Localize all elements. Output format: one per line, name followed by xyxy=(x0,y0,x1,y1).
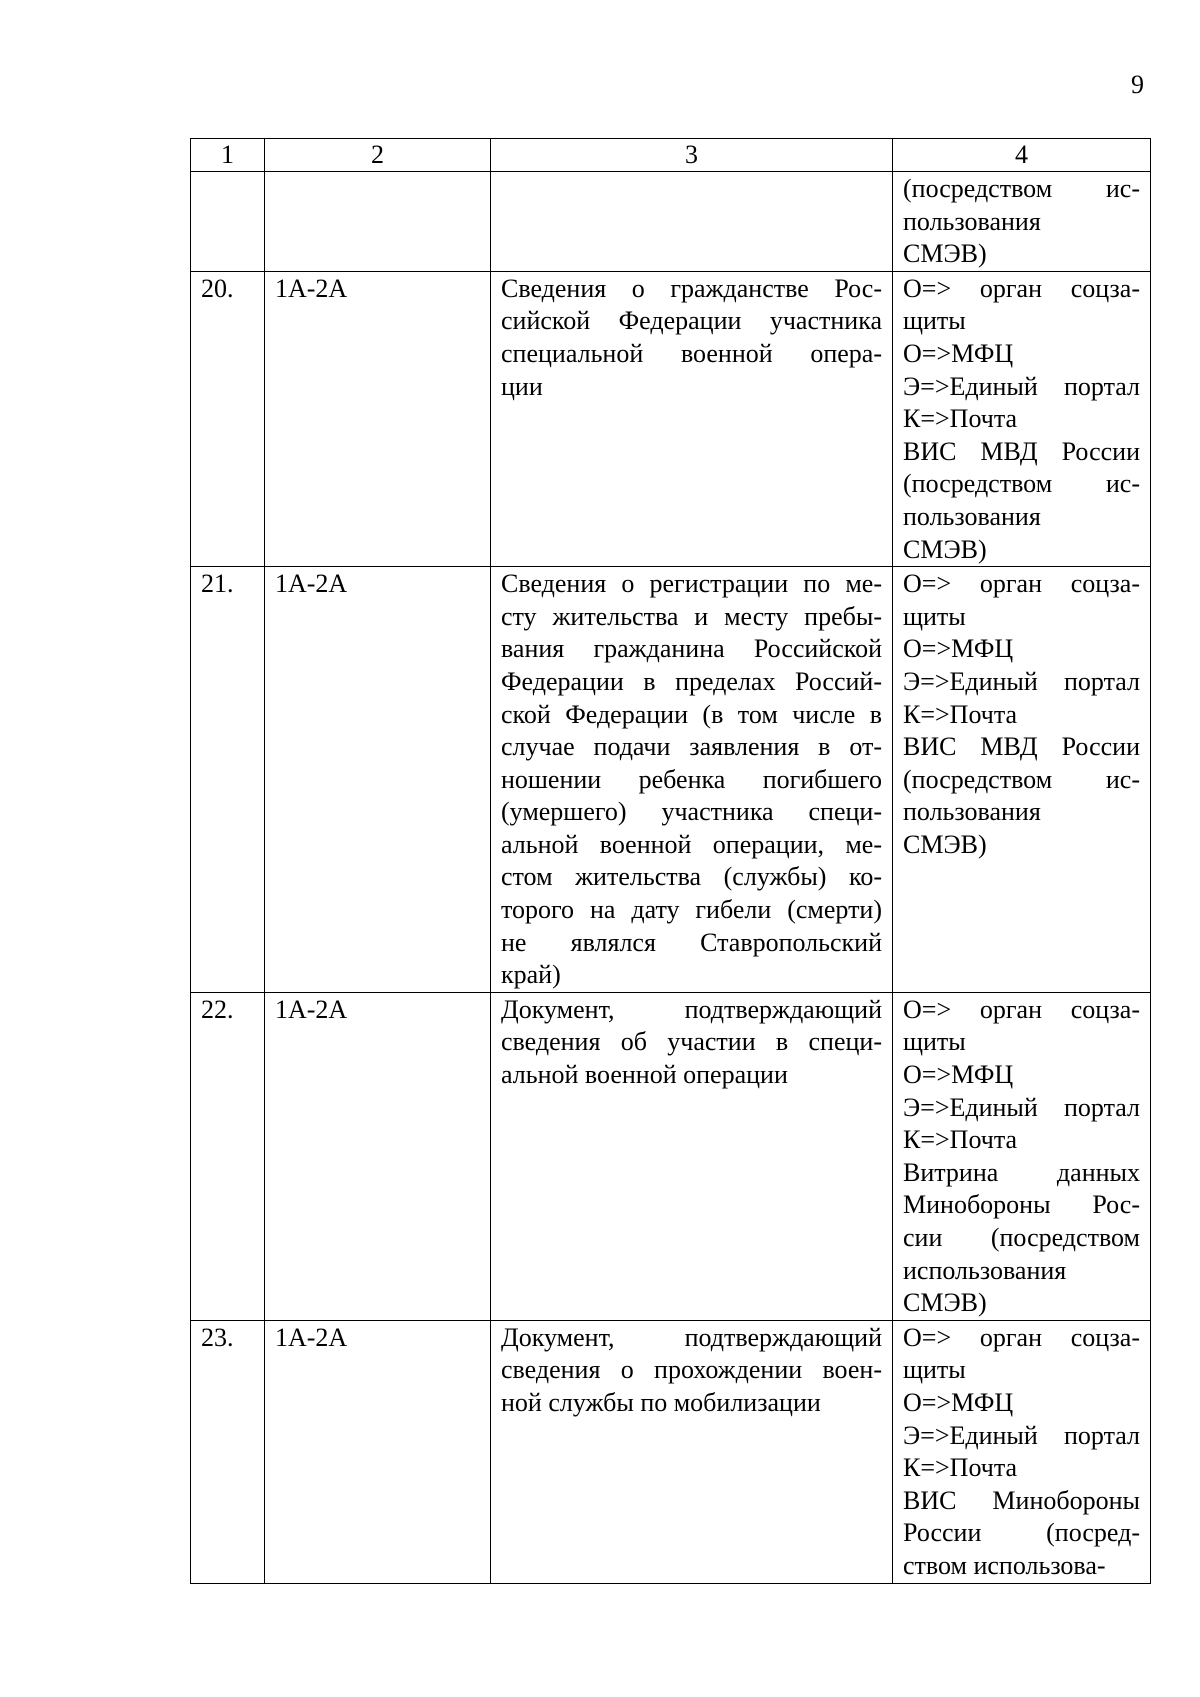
header-col-1: 1 xyxy=(191,139,265,172)
text-line: специальной военной опера- xyxy=(501,338,882,368)
text-line: ции xyxy=(501,371,543,401)
text-line: ВИС Минобороны xyxy=(903,1485,1140,1515)
submission-channels xyxy=(893,992,1151,1320)
cell-desc xyxy=(491,172,893,272)
text-line: щиты xyxy=(903,1355,966,1385)
text-line: сии (посредством xyxy=(903,1223,1140,1252)
text-line: не являлся Ставропольский xyxy=(501,927,882,957)
row-number: 22. xyxy=(191,992,265,1320)
text-line: К=>Почта xyxy=(903,1125,1018,1155)
text-line: альной военной операции, ме- xyxy=(501,829,882,859)
text-line: Документ, подтверждающий xyxy=(501,1322,882,1352)
document-description xyxy=(491,271,893,566)
text-line: Э=>Единый портал xyxy=(903,666,1140,696)
header-col-4: 4 xyxy=(893,139,1151,172)
text-line: ством использова- xyxy=(903,1550,1106,1580)
text-line: Федерации в пределах Россий- xyxy=(501,666,882,696)
text-line: ной службы по мобилизации xyxy=(501,1387,821,1417)
text-line: СМЭВ) xyxy=(903,829,987,859)
text-line: ВИС МВД России xyxy=(903,436,1140,466)
text-line: торого на дату гибели (смерти) xyxy=(501,895,882,925)
row-code: 1А-2А xyxy=(265,567,491,993)
text-line: Э=>Единый портал xyxy=(903,371,1140,401)
text-line: Минобороны Рос- xyxy=(903,1190,1140,1220)
text-line: СМЭВ) xyxy=(903,239,987,269)
document-description xyxy=(491,1320,893,1583)
text-line: случае подачи заявления в от- xyxy=(501,732,882,762)
text-line: К=>Почта xyxy=(903,1453,1018,1483)
submission-channels xyxy=(893,271,1151,566)
text-line: использования xyxy=(903,1255,1067,1285)
text-line: стом жительства (службы) ко- xyxy=(501,862,882,892)
header-col-2: 2 xyxy=(265,139,491,172)
text-line: щиты xyxy=(903,1027,966,1057)
text-line: Документ, подтверждающий xyxy=(501,994,882,1024)
cell-num xyxy=(191,172,265,272)
continuation-row xyxy=(191,172,1151,272)
documents-table xyxy=(190,138,1151,1584)
text-line: Витрина данных xyxy=(903,1157,1140,1187)
text-line: СМЭВ) xyxy=(903,534,987,564)
text-line: пользования xyxy=(903,501,1041,531)
text-line: (умершего) участника специ- xyxy=(501,797,882,827)
text-line: О=> орган соцза- xyxy=(903,994,1140,1024)
text-line: О=>МФЦ xyxy=(903,634,1014,664)
text-line: вания гражданина Российской xyxy=(501,634,882,664)
text-line: пользования xyxy=(903,206,1041,236)
text-line: О=> орган соцза- xyxy=(903,1322,1140,1352)
text-line: (посредством ис- xyxy=(903,469,1140,499)
text-line: О=>МФЦ xyxy=(903,338,1014,368)
header-col-3: 3 xyxy=(491,139,893,172)
document-description xyxy=(491,567,893,993)
text-line: щиты xyxy=(903,601,966,631)
text-line: сийской Федерации участника xyxy=(501,306,882,336)
text-line: ношении ребенка погибшего xyxy=(501,764,882,794)
row-code: 1А-2А xyxy=(265,992,491,1320)
submission-channels xyxy=(893,1320,1151,1583)
text-line: К=>Почта xyxy=(903,699,1018,729)
table-row xyxy=(191,992,1151,1320)
text-line: щиты xyxy=(903,306,966,336)
text-line: альной военной операции xyxy=(501,1060,788,1090)
text-line: Э=>Единый портал xyxy=(903,1420,1140,1450)
table-row xyxy=(191,1320,1151,1583)
text-line: О=>МФЦ xyxy=(903,1387,1014,1417)
row-code: 1А-2А xyxy=(265,1320,491,1583)
text-line: ской Федерации (в том числе в xyxy=(501,699,882,729)
row-number: 20. xyxy=(191,271,265,566)
cell-channels xyxy=(893,172,1151,272)
table-row xyxy=(191,567,1151,993)
row-number: 23. xyxy=(191,1320,265,1583)
page-number: 9 xyxy=(1131,70,1144,99)
header-row xyxy=(191,139,1151,172)
text-line: О=> орган соцза- xyxy=(903,569,1140,599)
text-line: (посредством ис- xyxy=(903,764,1140,794)
text-line: Сведения о регистрации по ме- xyxy=(501,569,882,599)
document-description xyxy=(491,992,893,1320)
text-line: СМЭВ) xyxy=(903,1288,987,1318)
text-line: К=>Почта xyxy=(903,404,1018,434)
text-line: сведения об участии в специ- xyxy=(501,1027,882,1057)
text-line: Сведения о гражданстве Рос- xyxy=(501,273,882,303)
cell-code xyxy=(265,172,491,272)
text-line: О=> орган соцза- xyxy=(903,273,1140,303)
text-line: Э=>Единый портал xyxy=(903,1092,1140,1122)
text-line: сведения о прохождении воен- xyxy=(501,1355,882,1385)
text-line: (посредством ис- xyxy=(903,174,1140,203)
table-body xyxy=(191,172,1151,1584)
row-number: 21. xyxy=(191,567,265,993)
text-line: ВИС МВД России xyxy=(903,732,1140,762)
table-header xyxy=(191,139,1151,172)
text-line: России (посред- xyxy=(903,1518,1140,1548)
table-row xyxy=(191,271,1151,566)
text-line: О=>МФЦ xyxy=(903,1060,1014,1090)
text-line: пользования xyxy=(903,797,1041,827)
row-code: 1А-2А xyxy=(265,271,491,566)
text-line: край) xyxy=(501,960,561,990)
text-line: сту жительства и месту пребы- xyxy=(501,601,882,631)
submission-channels xyxy=(893,567,1151,993)
